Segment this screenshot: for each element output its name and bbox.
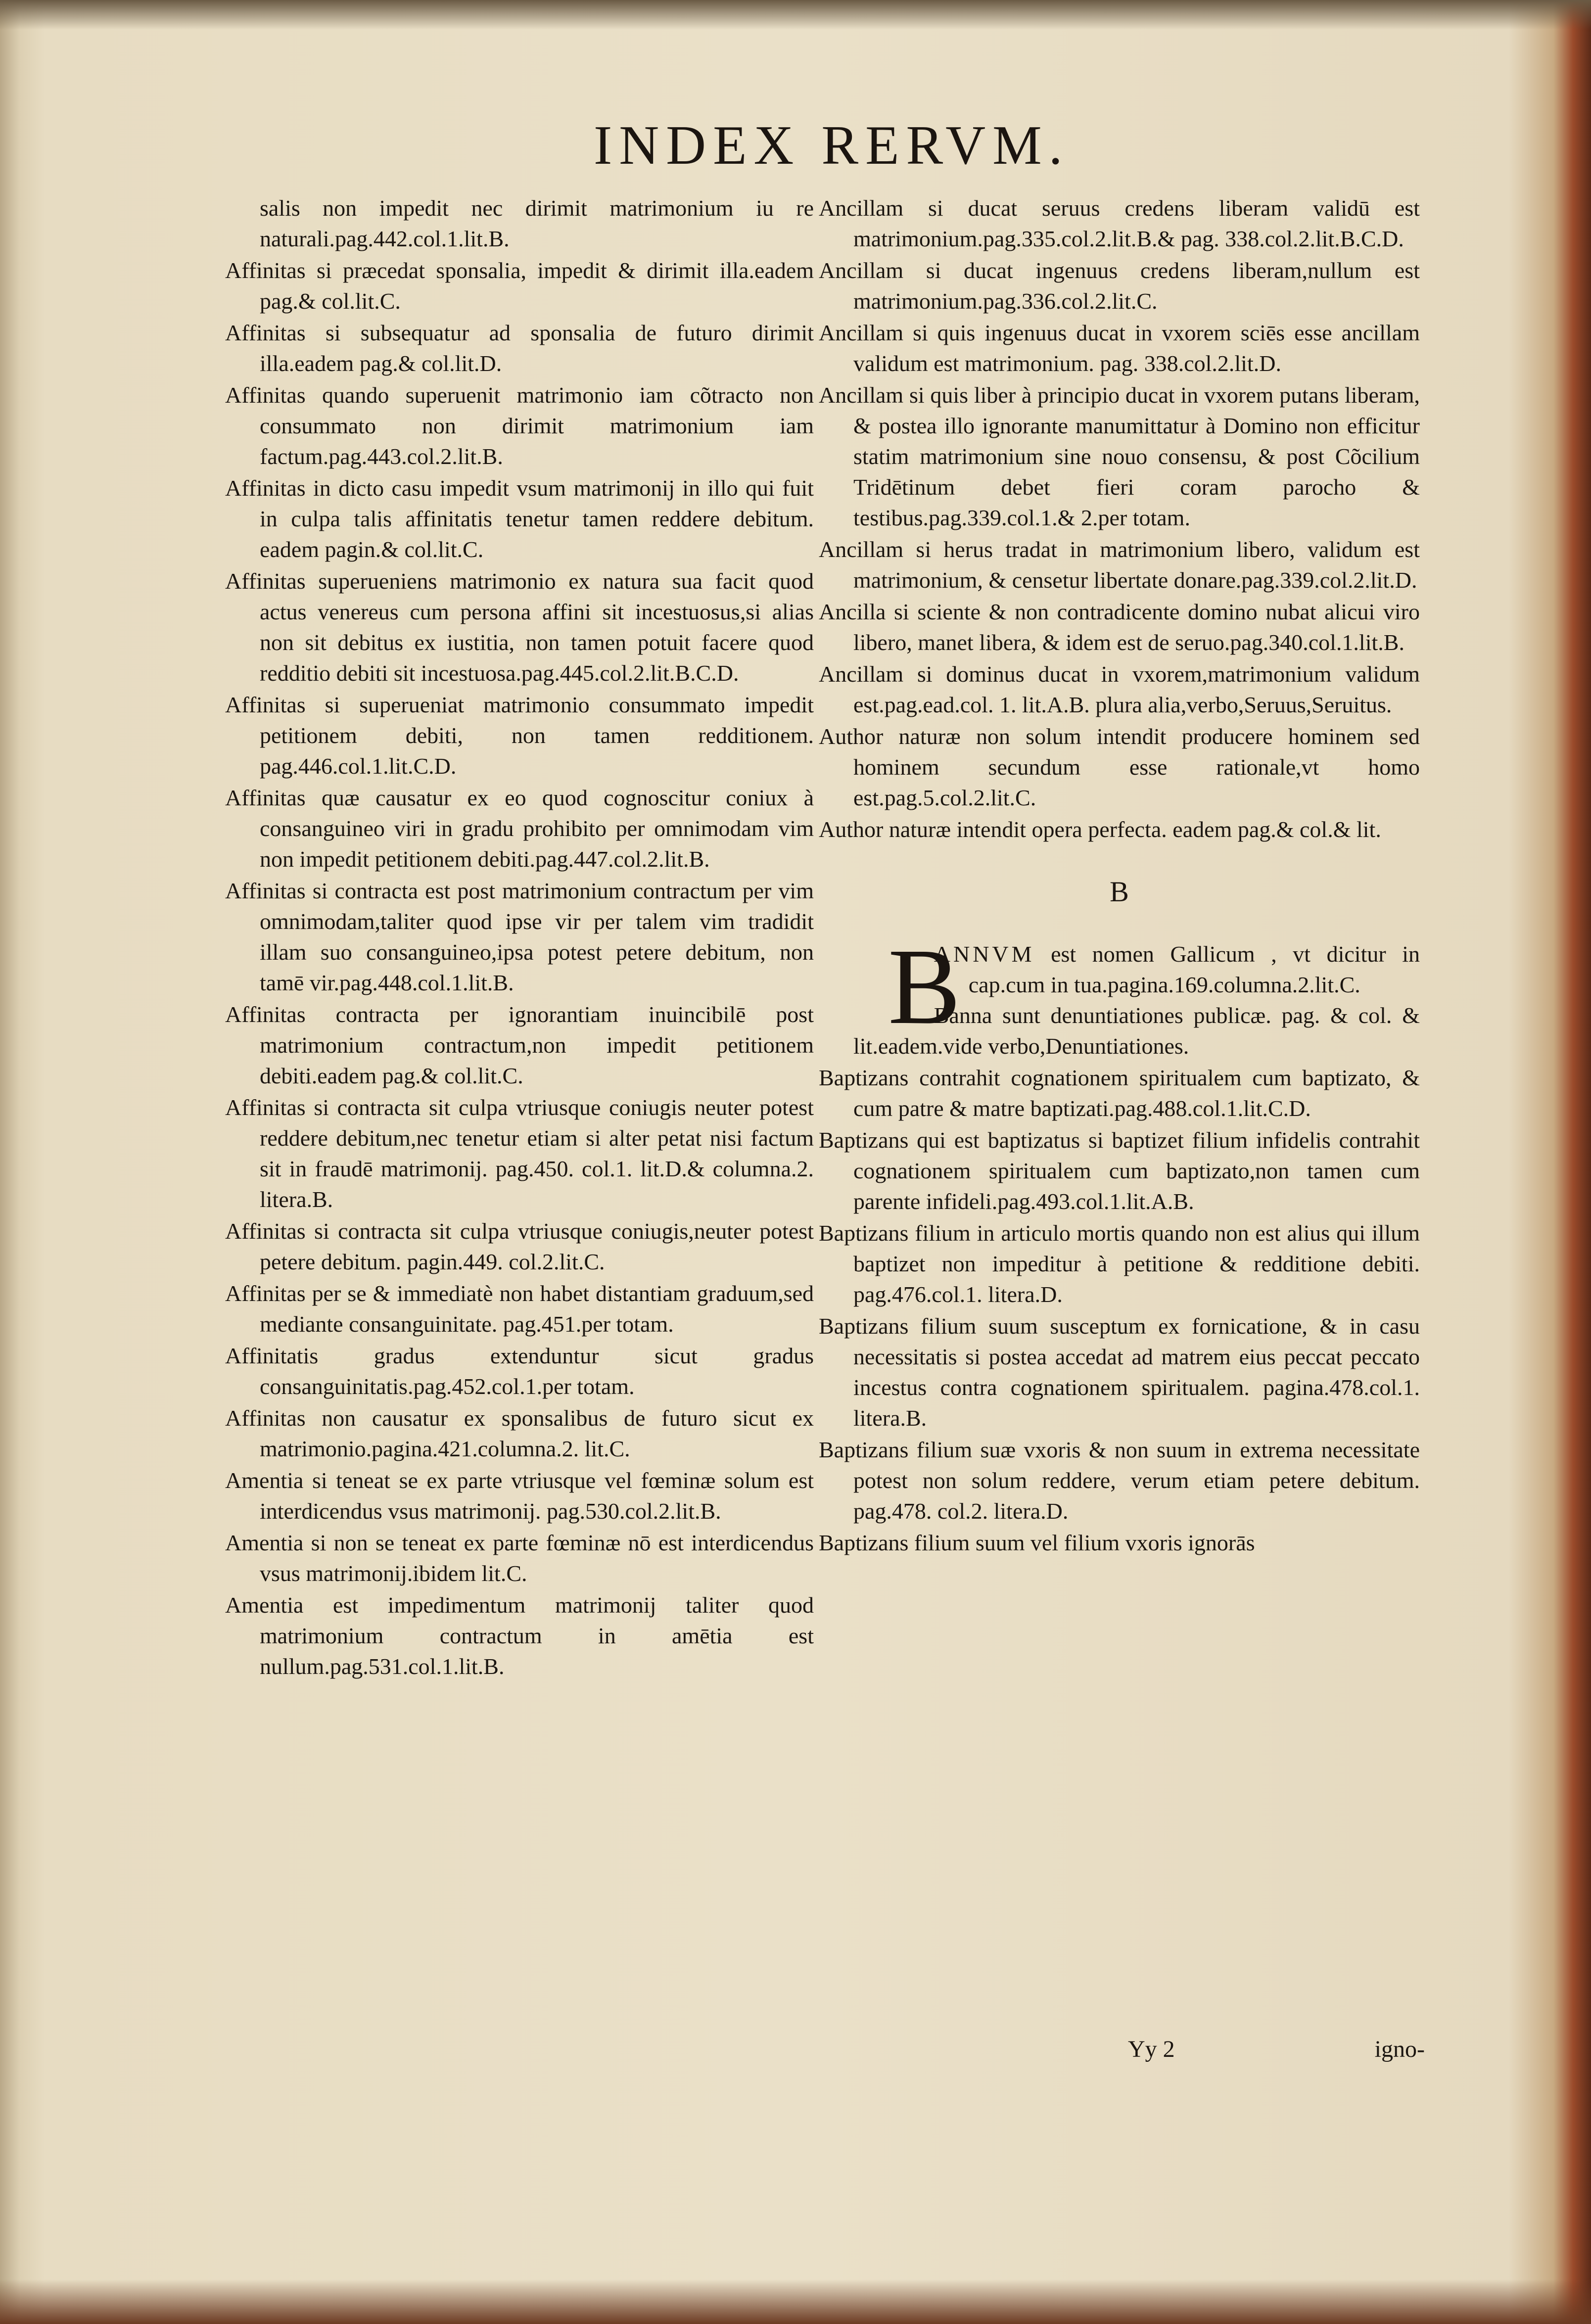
index-entry: Ancillam si dominus ducat in vxorem,matrimonium validum est.pag.ead.col. 1. lit.A.B. plura alia,verbo,Seruus,Seruitus. [819, 661, 1420, 717]
index-entry: Ancillam si ducat seruus credens liberam validū est matrimonium.pag.335.col.2.lit.B.& pag. 338.col.2.lit.B.C.D. [819, 195, 1420, 251]
index-entry: Affinitas si contracta sit culpa vtriusque coniugis neuter potest reddere debitum,nec tenetur etiam si alter petat nisi factum sit in fraudē matrimonij. pag.450. col.1. lit.D.& columna.2. litera.B. [225, 1095, 814, 1212]
right-column-b-entries [819, 1000, 1420, 1558]
page-footer [1128, 2036, 1425, 2070]
index-entry: Affinitas quando superuenit matrimonio iam cõtracto non consummato non dirimit matrimonium iam factum.pag.443.col.2.lit.B. [225, 382, 814, 469]
index-entry: Ancilla si sciente & non contradicente domino nubat alicui viro libero, manet libera, & idem est de seruo.pag.340.col.1.lit.B. [819, 599, 1420, 655]
index-entry: Affinitas contracta per ignorantiam inuincibilē post matrimonium contractum,non impedit petitionem debiti.eadem pag.& col.lit.C. [225, 1002, 814, 1088]
catchword: igno- [1374, 2036, 1425, 2062]
index-entry: Amentia est impedimentum matrimonij taliter quod matrimonium contractum in amētia est nullum.pag.531.col.1.lit.B. [225, 1592, 814, 1679]
index-entry: Banna sunt denuntiationes publicæ. pag. & col. & lit.eadem.vide verbo,Denuntiationes. [853, 1003, 1420, 1059]
index-entry: Author naturæ intendit opera perfecta. eadem pag.& col.& lit. [819, 817, 1381, 842]
running-head: INDEX RERVM. [594, 115, 1070, 176]
index-entry: Ancillam si quis ingenuus ducat in vxorem sciēs esse ancillam validum est matrimonium. pag. 338.col.2.lit.D. [819, 320, 1420, 376]
index-entry: Ancillam si ducat ingenuus credens liberam,nullum est matrimonium.pag.336.col.2.lit.C. [819, 258, 1420, 314]
index-entry: Affinitas non causatur ex sponsalibus de futuro sicut ex matrimonio.pagina.421.columna.2. lit.C. [225, 1405, 814, 1461]
index-entry: Affinitas per se & immediatè non habet distantiam graduum,sed mediante consanguinitate. pag.451.per totam. [225, 1281, 814, 1337]
index-entry: Amentia si non se teneat ex parte fœminæ nō est interdicendus vsus matrimonij.ibidem lit.C. [225, 1530, 814, 1586]
index-entry: Affinitatis gradus extenduntur sicut gradus consanguinitatis.pag.452.col.1.per totam. [225, 1343, 814, 1399]
index-entry: Affinitas si contracta est post matrimonium contractum per vim omnimodam,taliter quod ipse vir per talem vim tradidit illam suo consanguineo,ipsa potest petere debitum, non tamē vir.pag.448.col.1.lit.B. [225, 878, 814, 995]
bannum-text: est nomen Gallicum , vt dicitur in cap.cum in tua.pagina.169.columna.2.lit.C. [968, 941, 1420, 997]
index-entry: Affinitas superueniens matrimonio ex natura sua facit quod actus venereus cum persona affini sit incestuosus,si alias non sit debitus ex iustitia, non tamen potuit facere quod redditio debiti sit incestuosa.pag.445.col.2.lit.B.C.D. [225, 568, 814, 686]
index-entry: Baptizans filium in articulo mortis quando non est alius qui illum baptizet non impeditur à petitione & redditione debiti. pag.476.col.1. litera.D. [819, 1220, 1420, 1307]
index-entry: Baptizans filium suum vel filium vxoris ignorās [819, 1530, 1255, 1555]
index-entry: Affinitas si præcedat sponsalia, impedit & dirimit illa.eadem pag.& col.lit.C. [225, 258, 814, 314]
index-entry: Baptizans filium suum susceptum ex fornicatione, & in casu necessitatis si postea accedat ad matrem eius peccat peccato incestus contra cognationem spiritualem. pagina.478.col.1. litera.B. [819, 1313, 1420, 1431]
index-entry: Affinitas si superueniat matrimonio consummato impedit petitionem debiti, non tamen redditionem. pag.446.col.1.lit.C.D. [225, 692, 814, 779]
index-entry: salis non impedit nec dirimit matrimonium iu re naturali.pag.442.col.1.lit.B. [260, 195, 814, 251]
index-entry: Author naturæ non solum intendit producere hominem sed hominem secundum esse rationale,vt homo est.pag.5.col.2.lit.C. [819, 724, 1420, 810]
right-column [819, 193, 1420, 1559]
drop-cap: B [888, 926, 961, 1047]
index-entry: Affinitas in dicto casu impedit vsum matrimonij in illo qui fuit in culpa talis affinitatis tenetur tamen reddere debitum. eadem pagin.& col.lit.C. [225, 475, 814, 562]
index-entry: Affinitas si subsequatur ad sponsalia de futuro dirimit illa.eadem pag.& col.lit.D. [225, 320, 814, 376]
bannum-smallcaps: ANNVM [934, 941, 1035, 967]
index-entry: Amentia si teneat se ex parte vtriusque vel fœminæ solum est interdicendus vsus matrimonij. pag.530.col.2.lit.B. [225, 1468, 814, 1524]
index-entry: Ancillam si herus tradat in matrimonium libero, validum est matrimonium, & censetur libertate donare.pag.339.col.2.lit.D. [819, 537, 1420, 593]
index-entry: Affinitas quæ causatur ex eo quod cognoscitur coniux à consanguineo viri in gradu prohibito per omnimodam vim non impedit petitionem debiti.pag.447.col.2.lit.B. [225, 785, 814, 872]
index-entry: Baptizans filium suæ vxoris & non suum in extrema necessitate potest non solum reddere, verum etiam petere debitum. pag.478. col.2. litera.D. [819, 1437, 1420, 1524]
right-column-a-entries [819, 193, 1420, 845]
index-entry: Ancillam si quis liber à principio ducat in vxorem putans liberam, & postea illo ignorante manumittatur à Domino non efficitur statim matrimonium sine nouo consensu, & post Cõcilium Tridētinum debet fieri coram parocho & testibus.pag.339.col.1.& 2.per totam. [819, 382, 1420, 530]
index-entry: Affinitas si contracta sit culpa vtriusque coniugis,neuter potest petere debitum. pagin.449. col.2.lit.C. [225, 1218, 814, 1274]
index-entry: Baptizans contrahit cognationem spiritualem cum baptizato, & cum patre & matre baptizati.pag.488.col.1.lit.C.D. [819, 1065, 1420, 1121]
index-entry: Baptizans qui est baptizatus si baptizet filium infidelis contrahit cognationem spiritualem cum baptizato,non tamen cum parente infideli.pag.493.col.1.lit.A.B. [819, 1127, 1420, 1214]
signature-mark: Yy 2 [1128, 2036, 1175, 2062]
left-column [225, 193, 814, 1683]
section-letter: B [1110, 876, 1129, 908]
